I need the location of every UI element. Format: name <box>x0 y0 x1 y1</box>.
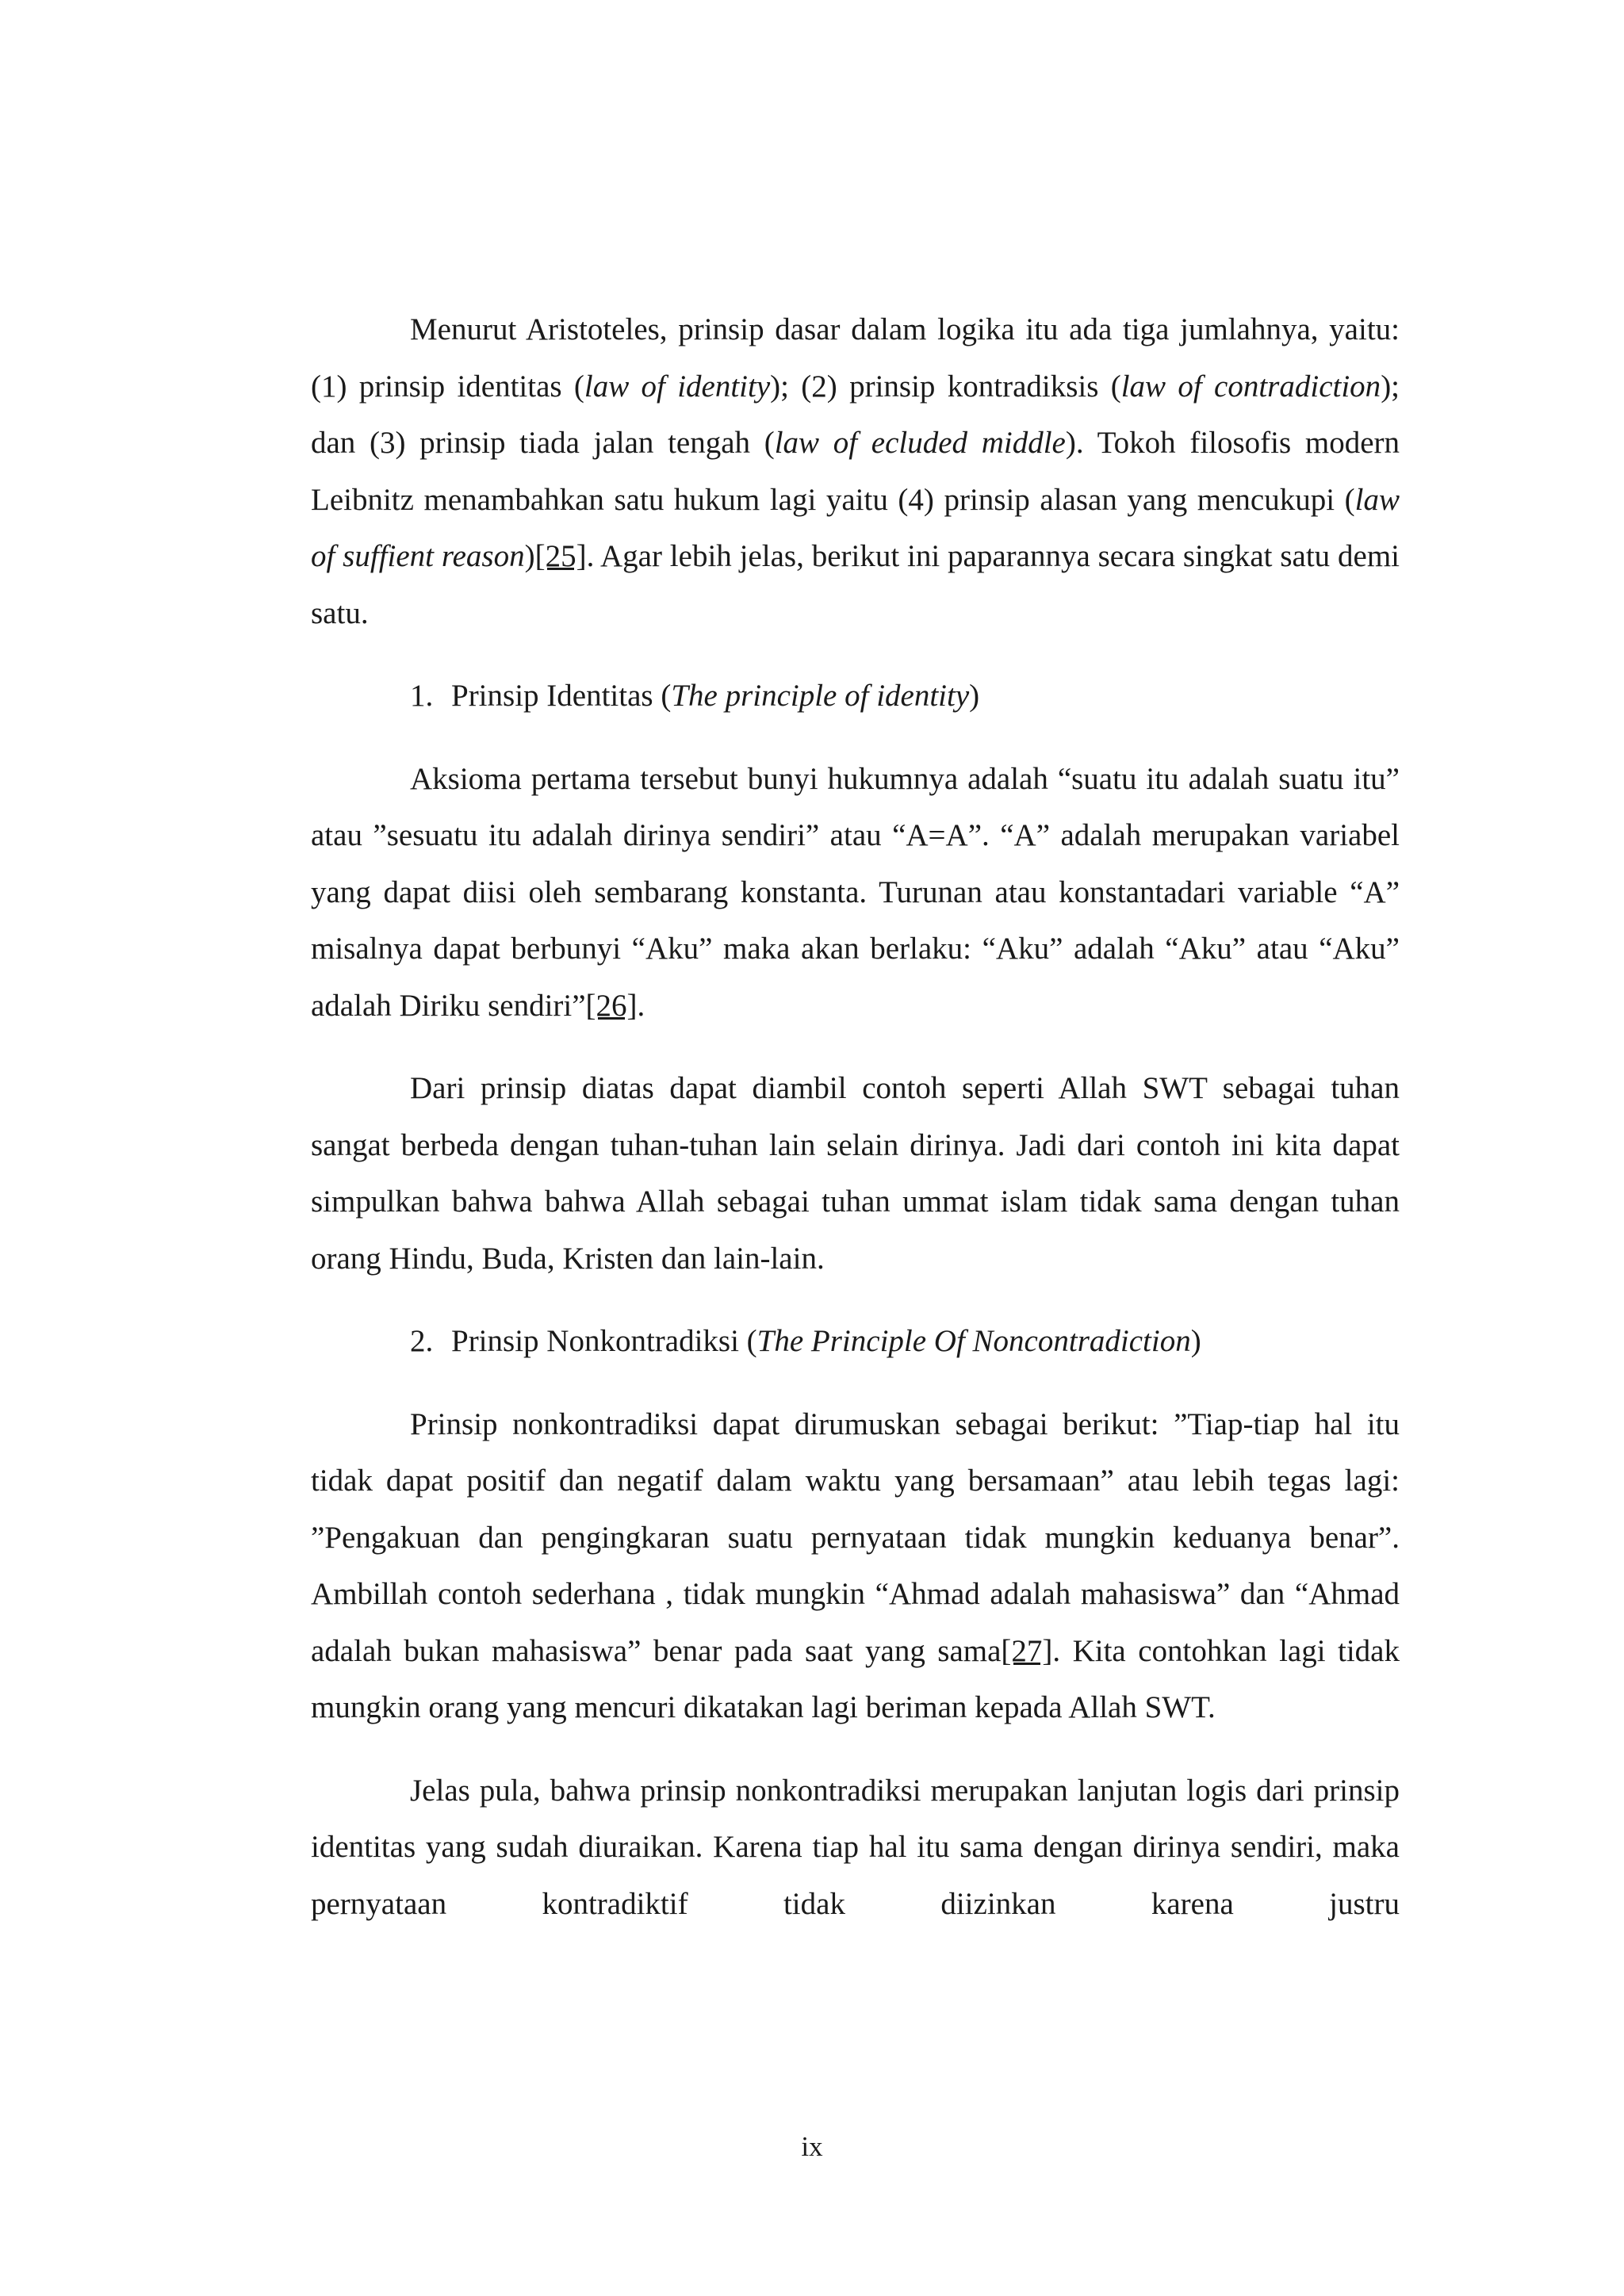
italic-term: law of identity <box>584 369 771 404</box>
section-heading-noncontradiction <box>311 1313 1400 1370</box>
text-segment: ); (2) prinsip kontradiksis ( <box>770 369 1121 404</box>
text-segment: Menurut Aristoteles, prinsip dasar dalam logika itu ada tiga jumlahnya, yaitu: (1) prinsip identitas ( <box>311 312 1400 404</box>
italic-term: law of contradiction <box>1120 369 1381 404</box>
heading-close: ) <box>969 679 980 713</box>
citation-link-25[interactable]: [25] <box>534 539 587 573</box>
text-segment: Aksioma pertama tersebut bunyi hukumnya adalah “suatu itu adalah suatu itu” atau ”sesuatu itu adalah dirinya sendiri” atau “A=A”. “A” adalah merupakan variabel yang dapat diisi oleh sembarang konstanta. Turunan atau konstantadari variable “A” misalnya dapat berbunyi “Aku” maka akan berlaku: “Aku” adalah “Aku” atau “Aku” adalah Diriku sendiri” <box>311 761 1400 1023</box>
paragraph-nonkontradiksi <box>311 1396 1400 1736</box>
text-segment: ); dan (3) prinsip tiada jalan tengah ( <box>311 369 1400 460</box>
section-heading-identity <box>311 668 1400 725</box>
heading-text: Prinsip Nonkontradiksi ( <box>451 1324 757 1358</box>
paragraph-aksioma <box>311 751 1400 1035</box>
text-segment: . Agar lebih jelas, berikut ini paparannya secara singkat satu demi satu. <box>311 539 1400 630</box>
text-segment: ). Tokoh filosofis modern Leibnitz menambahkan satu hukum lagi yaitu (4) prinsip alasan yang mencukupi ( <box>311 426 1400 517</box>
italic-term: law of suffient reason <box>311 482 1400 573</box>
paragraph-jelas-pula: Jelas pula, bahwa prinsip nonkontradiksi merupakan lanjutan logis dari prinsip identitas yang sudah diuraikan. Karena tiap hal itu sama dengan dirinya sendiri, maka pernyataan kontradiktif tidak diizinkan karena justru <box>311 1773 1400 1921</box>
page-number: ix <box>801 2131 823 2162</box>
citation-link-26[interactable]: [26] <box>585 988 638 1023</box>
heading-number: 1. <box>410 679 434 713</box>
text-segment: ) <box>524 539 535 573</box>
citation-link-27[interactable]: [27] <box>1001 1633 1053 1668</box>
paragraph-aristoteles <box>311 301 1400 641</box>
italic-term: law of ecluded middle <box>774 426 1066 460</box>
heading-italic: The Principle Of Noncontradiction <box>756 1324 1191 1358</box>
paragraph-contoh-allah: Dari prinsip diatas dapat diambil contoh seperti Allah SWT sebagai tuhan sangat berbeda dengan tuhan-tuhan lain selain dirinya. Jadi dari contoh ini kita dapat simpulkan bahwa bahwa Allah sebagai tuhan ummat islam tidak sama dengan tuhan orang Hindu, Buda, Kristen dan lain-lain. <box>311 1071 1400 1276</box>
body-text <box>311 301 1400 1932</box>
heading-italic: The principle of identity <box>671 679 970 713</box>
heading-text: Prinsip Identitas ( <box>451 679 672 713</box>
heading-close: ) <box>1190 1324 1201 1358</box>
text-segment: . Kita contohkan lagi tidak mungkin orang yang mencuri dikatakan lagi beriman kepada Allah SWT. <box>311 1633 1400 1724</box>
heading-number: 2. <box>410 1324 434 1358</box>
text-segment: Prinsip nonkontradiksi dapat dirumuskan sebagai berikut: ”Tiap-tiap hal itu tidak dapat positif dan negatif dalam waktu yang bersamaan” atau lebih tegas lagi: ”Pengakuan dan pengingkaran suatu pernyataan tidak mungkin keduanya benar”. Ambillah contoh sederhana , tidak mungkin “Ahmad adalah mahasiswa” dan “Ahmad adalah bukan mahasiswa” benar pada saat yang sama <box>311 1406 1400 1668</box>
text-segment: . <box>637 988 645 1023</box>
